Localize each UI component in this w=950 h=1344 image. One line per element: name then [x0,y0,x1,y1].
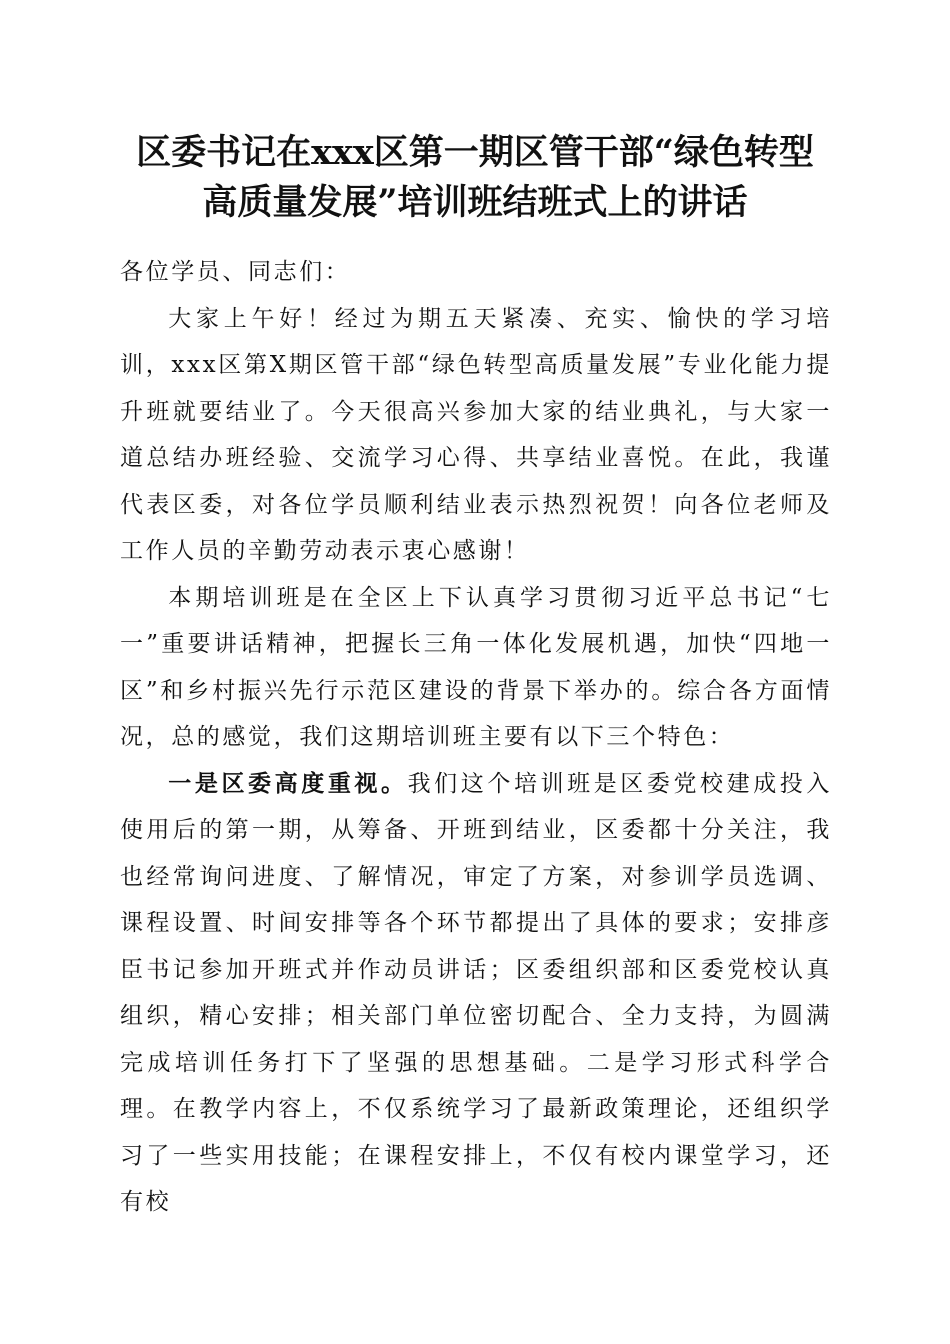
salutation: 各位学员、同志们： [120,259,351,285]
document-title [100,128,850,228]
paragraph-2: 本期培训班是在全区上下认真学习贯彻习近平总书记“七一”重要讲话精神，把握长三角一体化发展机遇，加快“四地一区”和乡村振兴先行示范区建设的背景下举办的。综合各方面情况，总的感觉，我们这期培训班主要有以下三个特色： [120,584,832,750]
paragraph-3-lead: 一是区委高度重视。 [168,769,408,797]
paragraph-3-text: 我们这个培训班是区委党校建成投入使用后的第一期，从筹备、开班到结业，区委都十分关注，我也经常询问进度、了解情况，审定了方案，对参训学员选调、课程设置、时间安排等各个环节都提出了具体的要求；安排彦臣书记参加开班式并作动员讲话；区委组织部和区委党校认真组织，精心安排；相关部门单位密切配合、全力支持，为圆满完成培训任务打下了坚强的思想基础。二是学习形式科学合理。在教学内容上，不仅系统学习了最新政策理论，还组织学习了一些实用技能；在课程安排上，不仅有校内课堂学习，还有校 [120,770,832,1215]
paragraph-1: 大家上午好！经过为期五天紧凑、充实、愉快的学习培训，xxx区第X期区管干部“绿色转型高质量发展”专业化能力提升班就要结业了。今天很高兴参加大家的结业典礼，与大家一道总结办班经验、交流学习心得、共享结业喜悦。在此，我谨代表区委，对各位学员顺利结业表示热烈祝贺！向各位老师及工作人员的辛勤劳动表示衷心感谢！ [120,305,832,564]
document-body [120,249,832,1226]
title-line-2: 高质量发展”培训班结班式上的讲话 [202,182,748,223]
paragraph-3 [120,761,832,1226]
title-line-1: 区委书记在xxx区第一期区管干部“绿色转型 [136,132,814,173]
